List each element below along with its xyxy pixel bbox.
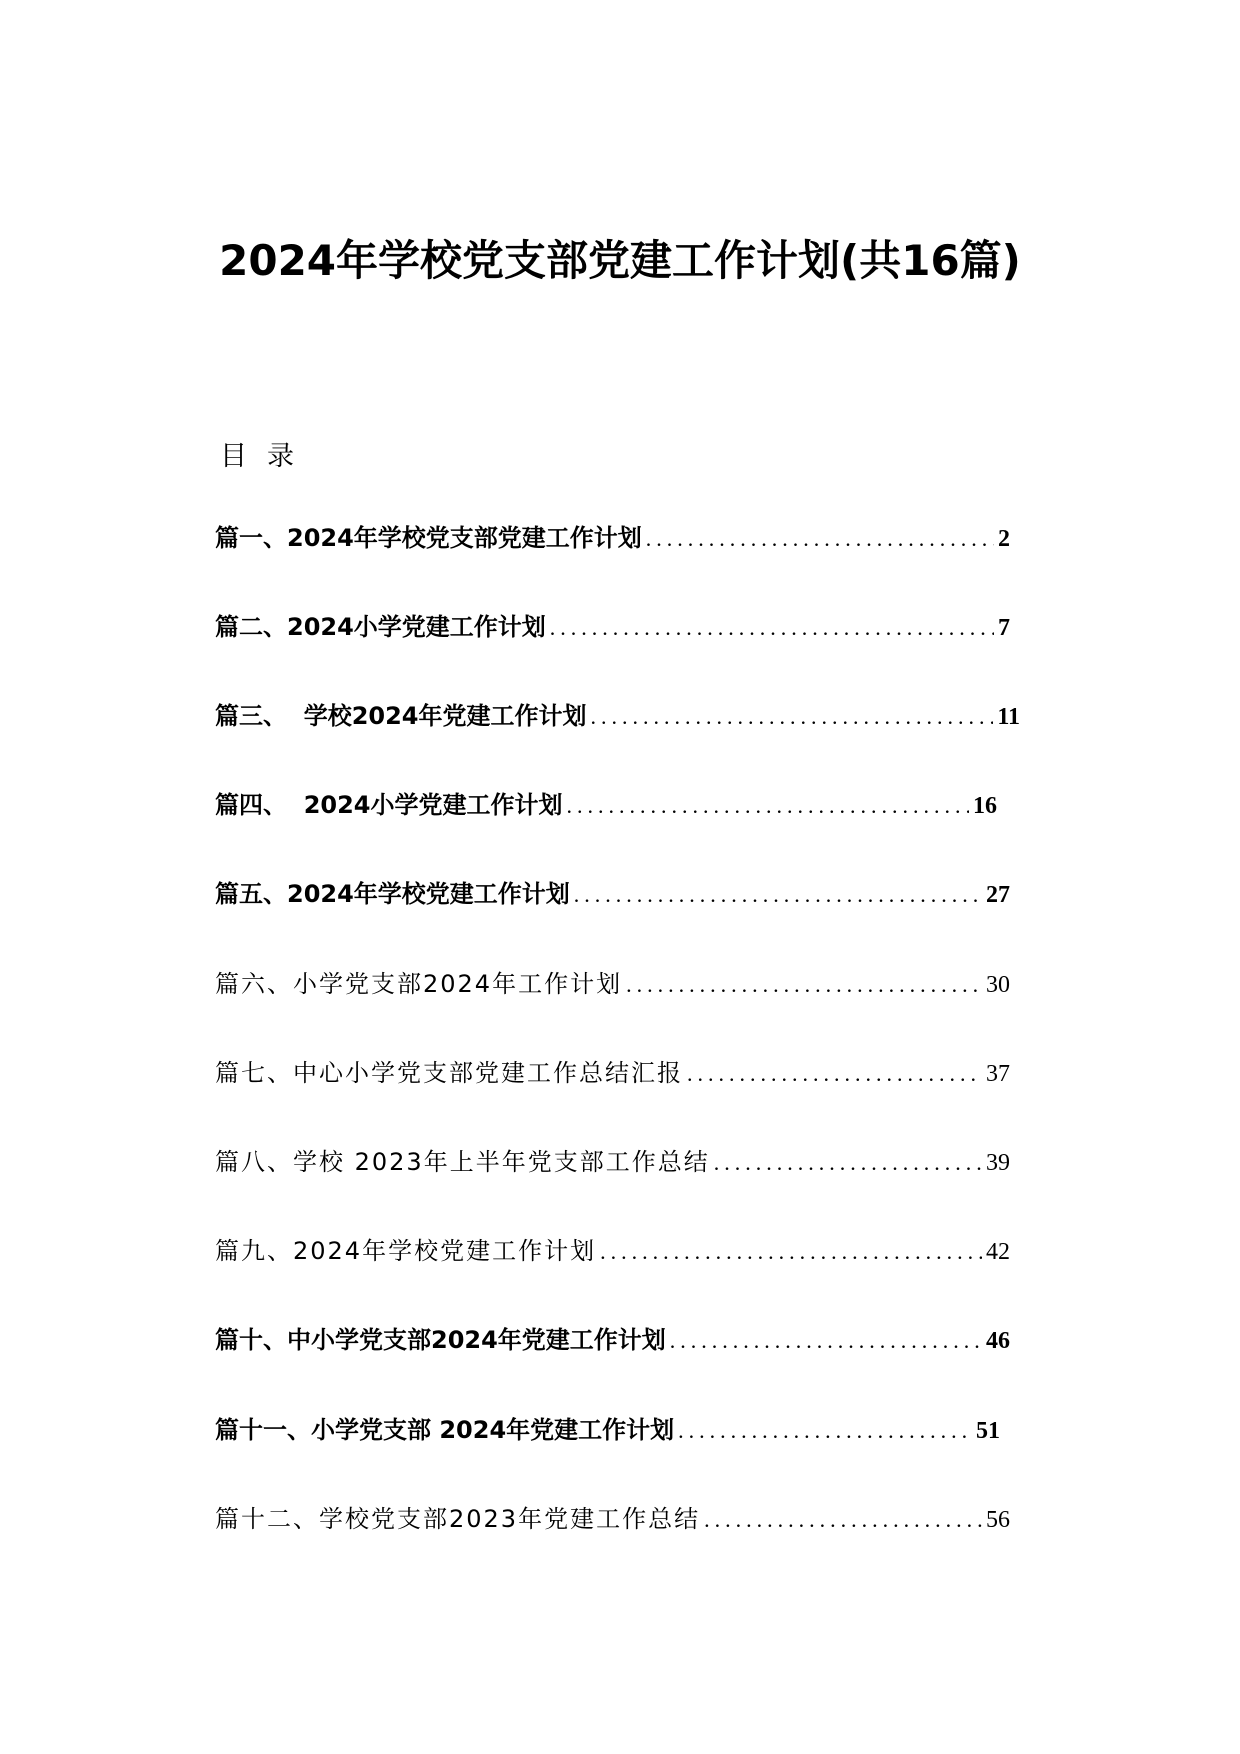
toc-entry[interactable] (215, 1142, 1010, 1182)
toc-entry-label: 篇一、2024年学校党支部党建工作计划 (215, 524, 642, 552)
toc-entry[interactable] (215, 1231, 1010, 1271)
toc-dot-leader (678, 1418, 972, 1444)
toc-entry-page: 11 (997, 704, 1020, 730)
toc-entry[interactable] (215, 1499, 1010, 1539)
toc-dot-leader (646, 526, 994, 552)
toc-dot-leader (687, 1061, 982, 1087)
toc-entry-page: 30 (986, 972, 1010, 998)
toc-entry[interactable] (215, 964, 1010, 1004)
toc-entry-label: 篇八、学校 2023年上半年党支部工作总结 (215, 1148, 710, 1176)
toc-dot-leader (704, 1507, 982, 1533)
toc-entry-label: 篇三、 学校2024年党建工作计划 (215, 702, 587, 730)
toc-dot-leader (574, 882, 982, 908)
toc-entry-label: 篇十、中小学党支部2024年党建工作计划 (215, 1326, 666, 1354)
toc-entry-label: 篇五、2024年学校党建工作计划 (215, 880, 570, 908)
toc-dot-leader (567, 793, 969, 819)
toc-entry[interactable] (215, 1320, 1010, 1360)
toc-entry-page: 27 (986, 882, 1010, 908)
toc-entry-label: 篇四、 2024小学党建工作计划 (215, 791, 563, 819)
toc-entry[interactable] (215, 518, 1010, 558)
toc-dot-leader (714, 1150, 982, 1176)
toc-entry[interactable] (215, 1053, 1010, 1093)
toc-dot-leader (626, 972, 982, 998)
toc-entry[interactable] (215, 874, 1010, 914)
toc-entry-page: 51 (976, 1418, 1000, 1444)
toc-entry[interactable] (215, 785, 997, 825)
toc-entry[interactable] (215, 696, 1020, 736)
toc-entry-page: 39 (986, 1150, 1010, 1176)
toc-heading: 目录 (220, 441, 314, 472)
toc-entry-page: 42 (986, 1239, 1010, 1265)
toc-entry-label: 篇十二、学校党支部2023年党建工作总结 (215, 1505, 701, 1533)
toc-entry[interactable] (215, 607, 1010, 647)
toc-dot-leader (600, 1239, 982, 1265)
toc-dot-leader (591, 704, 994, 730)
toc-dot-leader (670, 1328, 982, 1354)
toc-entry-label: 篇九、2024年学校党建工作计划 (215, 1237, 597, 1265)
toc-entry-page: 2 (998, 526, 1010, 552)
toc-entry-page: 7 (998, 615, 1010, 641)
toc-entry-page: 56 (986, 1507, 1010, 1533)
toc-dot-leader (550, 615, 994, 641)
toc-entry-label: 篇十一、小学党支部 2024年党建工作计划 (215, 1416, 675, 1444)
toc-entry-page: 46 (986, 1328, 1010, 1354)
toc-entry-page: 37 (986, 1061, 1010, 1087)
toc-entry-label: 篇六、小学党支部2024年工作计划 (215, 970, 623, 998)
document-title: 2024年学校党支部党建工作计划(共16篇) (219, 236, 1021, 285)
toc-entry-label: 篇七、中心小学党支部党建工作总结汇报 (215, 1059, 683, 1087)
toc-entry[interactable] (215, 1410, 1000, 1450)
toc-entry-label: 篇二、2024小学党建工作计划 (215, 613, 546, 641)
toc-entry-page: 16 (973, 793, 997, 819)
